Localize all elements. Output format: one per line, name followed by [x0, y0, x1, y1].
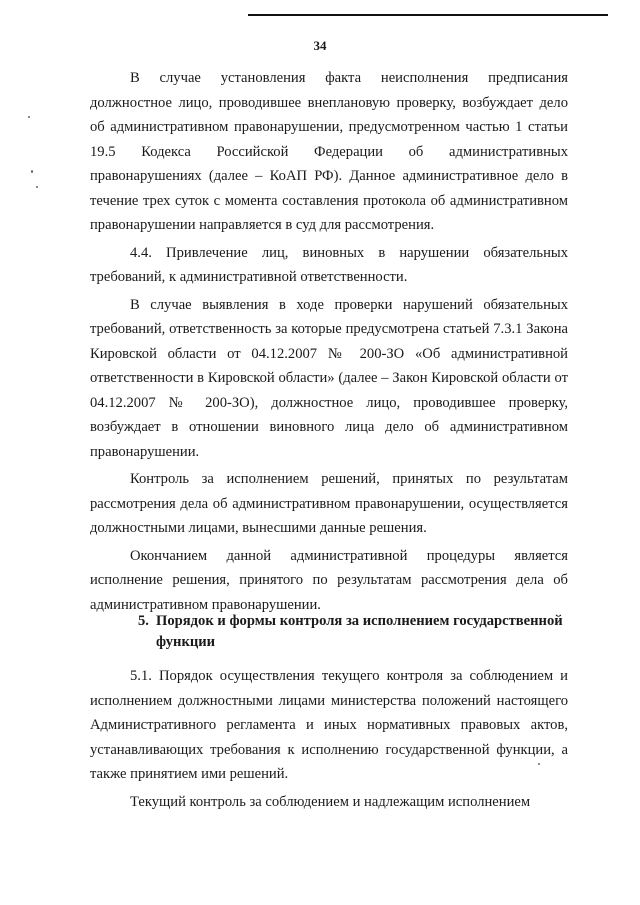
top-rule: [248, 14, 608, 16]
scan-speck: [538, 763, 540, 765]
paragraph-5-1: 5.1. Порядок осуществления текущего контроля за соблюдением и исполнением должностными лицами министерства положений настоящего Административного регламента и иных нормативных правовых актов, устанавливающих требования к исполнению государственной функции, а также принятием ими решений.: [90, 668, 568, 782]
section-heading-line2: функции: [156, 634, 216, 650]
scan-speck: [28, 116, 30, 118]
paragraph-procedure-end: Окончанием данной административной процедуры является исполнение решения, принятого по результатам рассмотрения дела об административном правонарушении.: [90, 547, 568, 613]
section-5: [90, 611, 568, 814]
section-heading-line1: Порядок и формы контроля за исполнением государственной: [156, 613, 563, 629]
scan-speck: [31, 170, 33, 173]
paragraph-current-control: Текущий контроль за соблюдением и надлежащим исполнением: [130, 793, 531, 810]
body-text: [90, 66, 568, 617]
paragraph-4-4: 4.4. Привлечение лиц, виновных в нарушении обязательных требований, к административной ответственности.: [90, 244, 568, 285]
paragraph-preaching-failure: В случае установления факта неисполнения предписания должностное лицо, проводившее внеплановую проверку, возбуждает дело об административном правонарушении, предусмотренном частью 1 статьи 19.5 Кодекса Российской Федерации об административных правонарушениях (далее – КоАП РФ). Данное административное дело в течение трех суток с момента составления протокола об административном правонарушении направляется в суд для рассмотрения.: [90, 70, 568, 233]
scan-speck: [36, 186, 38, 188]
paragraph-control: Контроль за исполнением решений, принятых по результатам рассмотрения дела об административном правонарушении, осуществляется должностными лицами, вынесшими данные решения.: [90, 471, 568, 536]
paragraph-violations: В случае выявления в ходе проверки нарушений обязательных требований, ответственность за которые предусмотрена статьей 7.3.1 Закона Кировской области от 04.12.2007 № 200-ЗО «Об административной ответственности в Кировской области» (далее – Закон Кировской области от 04.12.2007 № 200-ЗО), должностное лицо, проводившее проверку, возбуждает в отношении виновного лица дело об административном правонарушении.: [90, 296, 568, 460]
page-number: 34: [313, 38, 327, 53]
section-number: 5.: [138, 613, 149, 629]
section-heading: [90, 611, 568, 653]
